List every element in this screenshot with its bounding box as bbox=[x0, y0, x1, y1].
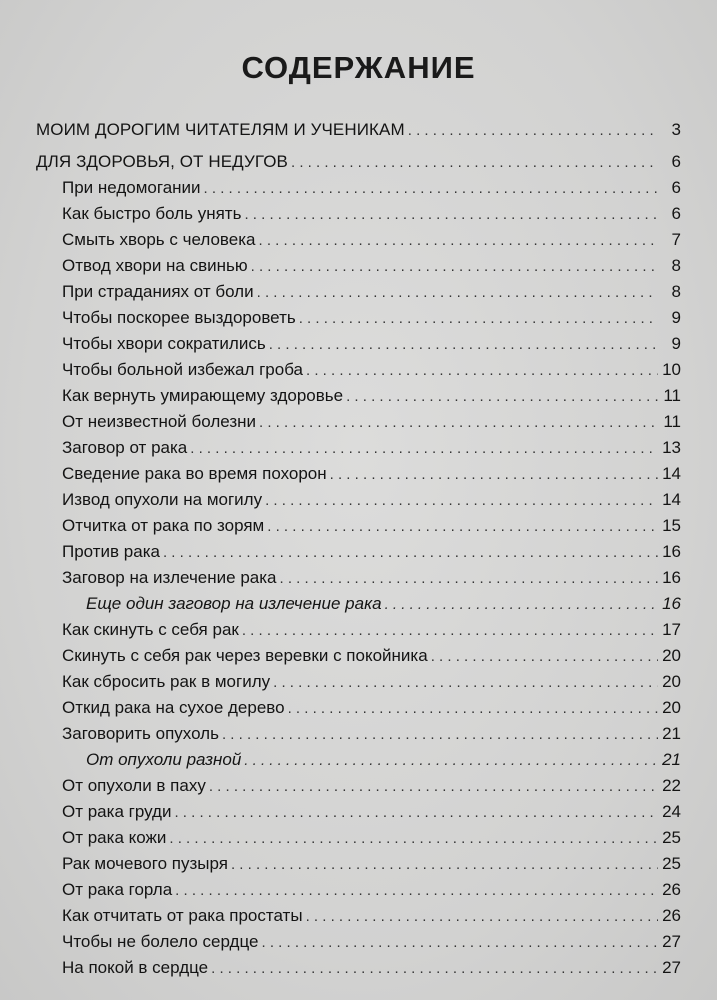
toc-page-number: 24 bbox=[662, 802, 681, 821]
toc-entry-title: Отчитка от рака по зорям bbox=[62, 516, 265, 535]
toc-entry-title: ДЛЯ ЗДОРОВЬЯ, ОТ НЕДУГОВ bbox=[36, 152, 288, 171]
toc-entry-title: От неизвестной болезни bbox=[62, 412, 257, 431]
toc-dot-leader bbox=[408, 118, 658, 144]
toc-dot-leader bbox=[244, 748, 658, 774]
toc-entry bbox=[36, 253, 681, 279]
toc-entry bbox=[36, 851, 681, 877]
toc-entry bbox=[36, 721, 681, 747]
toc-entry-title: На покой в сердце bbox=[62, 958, 209, 977]
toc-entry bbox=[36, 669, 681, 695]
toc-dot-leader bbox=[269, 332, 658, 358]
toc-page-number: 6 bbox=[671, 204, 681, 223]
toc-page-number: 6 bbox=[671, 178, 681, 197]
toc-section-entry bbox=[36, 149, 681, 175]
toc-page-number: 13 bbox=[662, 438, 681, 457]
toc-dot-leader bbox=[330, 462, 658, 488]
toc-entry bbox=[36, 227, 681, 253]
toc-entry-title: Чтобы не болело сердце bbox=[62, 932, 259, 951]
toc-entry bbox=[36, 487, 681, 513]
toc-dot-leader bbox=[306, 904, 658, 930]
toc-entry-title: От опухоли в паху bbox=[62, 776, 206, 795]
toc-entry-title: Как скинуть с себя рак bbox=[62, 620, 239, 639]
toc-entry-title: Как сбросить рак в могилу bbox=[62, 672, 271, 691]
toc-dot-leader bbox=[259, 410, 658, 436]
toc-entry bbox=[36, 565, 681, 591]
toc-page-number: 6 bbox=[671, 152, 681, 171]
toc-page-number: 11 bbox=[663, 386, 681, 405]
toc-entry-title: Чтобы хвори сократились bbox=[62, 334, 266, 353]
toc-entry bbox=[36, 539, 681, 565]
toc-dot-leader bbox=[222, 722, 658, 748]
toc-entry-title: От опухоли разной bbox=[86, 750, 242, 769]
toc-entry bbox=[36, 279, 681, 305]
toc-page-number: 27 bbox=[662, 958, 681, 977]
toc-page-number: 20 bbox=[662, 698, 681, 717]
toc-page-number: 9 bbox=[671, 334, 681, 353]
toc-page-number: 16 bbox=[662, 542, 681, 561]
toc-entry-title: При недомогании bbox=[62, 178, 201, 197]
toc-entry bbox=[36, 773, 681, 799]
toc-page-number: 21 bbox=[662, 724, 681, 743]
toc-dot-leader bbox=[231, 852, 658, 878]
toc-page-number: 9 bbox=[671, 308, 681, 327]
toc-page-number: 10 bbox=[662, 360, 681, 379]
toc-entry bbox=[36, 643, 681, 669]
toc-entry bbox=[36, 513, 681, 539]
toc-entry-title: МОИМ ДОРОГИМ ЧИТАТЕЛЯМ И УЧЕНИКАМ bbox=[36, 120, 405, 139]
toc-dot-leader bbox=[385, 592, 658, 618]
toc-entry-title: Чтобы больной избежал гроба bbox=[62, 360, 304, 379]
toc-entry-title: Сведение рака во время похорон bbox=[62, 464, 327, 483]
toc-entry bbox=[36, 305, 681, 331]
toc-entry-title: Скинуть с себя рак через веревки с покойника bbox=[62, 646, 428, 665]
toc-entry-title: Отвод хвори на свинью bbox=[62, 256, 248, 275]
toc-entry bbox=[36, 461, 681, 487]
toc-dot-leader bbox=[251, 254, 658, 280]
toc-page-number: 8 bbox=[671, 256, 681, 275]
toc-page-number: 16 bbox=[662, 594, 681, 613]
toc-dot-leader bbox=[204, 176, 658, 202]
toc-entry-title: Как вернуть умирающему здоровье bbox=[62, 386, 344, 405]
toc-entry bbox=[36, 591, 681, 617]
toc-entry-title: Заговор от рака bbox=[62, 438, 188, 457]
toc-page-number: 15 bbox=[662, 516, 681, 535]
toc-entry bbox=[36, 383, 681, 409]
toc-dot-leader bbox=[169, 826, 658, 852]
toc-page-number: 27 bbox=[662, 932, 681, 951]
toc-dot-leader bbox=[244, 202, 658, 228]
toc-entry-title: Извод опухоли на могилу bbox=[62, 490, 263, 509]
toc-dot-leader bbox=[163, 540, 658, 566]
toc-page-number: 14 bbox=[662, 490, 681, 509]
table-of-contents bbox=[36, 117, 681, 981]
toc-dot-leader bbox=[211, 956, 658, 982]
toc-entry bbox=[36, 617, 681, 643]
toc-dot-leader bbox=[431, 644, 658, 670]
toc-entry bbox=[36, 357, 681, 383]
toc-dot-leader bbox=[242, 618, 658, 644]
toc-page-number: 21 bbox=[662, 750, 681, 769]
toc-page-number: 26 bbox=[662, 880, 681, 899]
toc-dot-leader bbox=[267, 514, 658, 540]
toc-dot-leader bbox=[265, 488, 658, 514]
page-title: СОДЕРЖАНИЕ bbox=[241, 50, 476, 85]
toc-entry bbox=[36, 331, 681, 357]
toc-page-number: 3 bbox=[671, 120, 681, 139]
toc-dot-leader bbox=[299, 306, 658, 332]
toc-entry bbox=[36, 747, 681, 773]
toc-page-number: 16 bbox=[662, 568, 681, 587]
toc-dot-leader bbox=[209, 774, 658, 800]
toc-dot-leader bbox=[288, 696, 658, 722]
toc-dot-leader bbox=[306, 358, 658, 384]
toc-entry-title: Как быстро боль унять bbox=[62, 204, 242, 223]
toc-page-number: 17 bbox=[662, 620, 681, 639]
toc-section-entry bbox=[36, 117, 681, 143]
toc-entry bbox=[36, 201, 681, 227]
toc-entry-title: От рака кожи bbox=[62, 828, 167, 847]
toc-dot-leader bbox=[280, 566, 658, 592]
toc-dot-leader bbox=[273, 670, 658, 696]
toc-page-number: 14 bbox=[662, 464, 681, 483]
toc-dot-leader bbox=[261, 930, 658, 956]
toc-entry bbox=[36, 695, 681, 721]
toc-page-number: 11 bbox=[663, 412, 681, 431]
toc-entry-title: Против рака bbox=[62, 542, 160, 561]
toc-entry bbox=[36, 955, 681, 981]
toc-entry bbox=[36, 825, 681, 851]
toc-entry bbox=[36, 877, 681, 903]
toc-dot-leader bbox=[190, 436, 658, 462]
toc-entry-title: Заговор на излечение рака bbox=[62, 568, 277, 587]
toc-entry bbox=[36, 799, 681, 825]
toc-entry-title: Заговорить опухоль bbox=[62, 724, 219, 743]
toc-entry bbox=[36, 903, 681, 929]
toc-dot-leader bbox=[175, 878, 658, 904]
toc-page-number: 25 bbox=[662, 828, 681, 847]
toc-dot-leader bbox=[174, 800, 658, 826]
toc-dot-leader bbox=[258, 228, 658, 254]
toc-page-number: 26 bbox=[662, 906, 681, 925]
toc-entry bbox=[36, 435, 681, 461]
toc-dot-leader bbox=[291, 150, 658, 176]
toc-dot-leader bbox=[257, 280, 658, 306]
toc-entry-title: Смыть хворь с человека bbox=[62, 230, 256, 249]
toc-entry bbox=[36, 929, 681, 955]
toc-entry-title: Еще один заговор на излечение рака bbox=[86, 594, 382, 613]
toc-page-number: 20 bbox=[662, 672, 681, 691]
toc-page-number: 7 bbox=[671, 230, 681, 249]
toc-entry bbox=[36, 175, 681, 201]
toc-dot-leader bbox=[346, 384, 658, 410]
toc-page-number: 8 bbox=[671, 282, 681, 301]
toc-entry-title: При страданиях от боли bbox=[62, 282, 254, 301]
toc-page-number: 20 bbox=[662, 646, 681, 665]
toc-entry bbox=[36, 409, 681, 435]
toc-page-number: 22 bbox=[662, 776, 681, 795]
toc-entry-title: Рак мочевого пузыря bbox=[62, 854, 228, 873]
toc-entry-title: Чтобы поскорее выздороветь bbox=[62, 308, 296, 327]
toc-entry-title: Откид рака на сухое дерево bbox=[62, 698, 285, 717]
toc-entry-title: Как отчитать от рака простаты bbox=[62, 906, 303, 925]
toc-entry-title: От рака горла bbox=[62, 880, 173, 899]
toc-page-number: 25 bbox=[662, 854, 681, 873]
toc-entry-title: От рака груди bbox=[62, 802, 172, 821]
